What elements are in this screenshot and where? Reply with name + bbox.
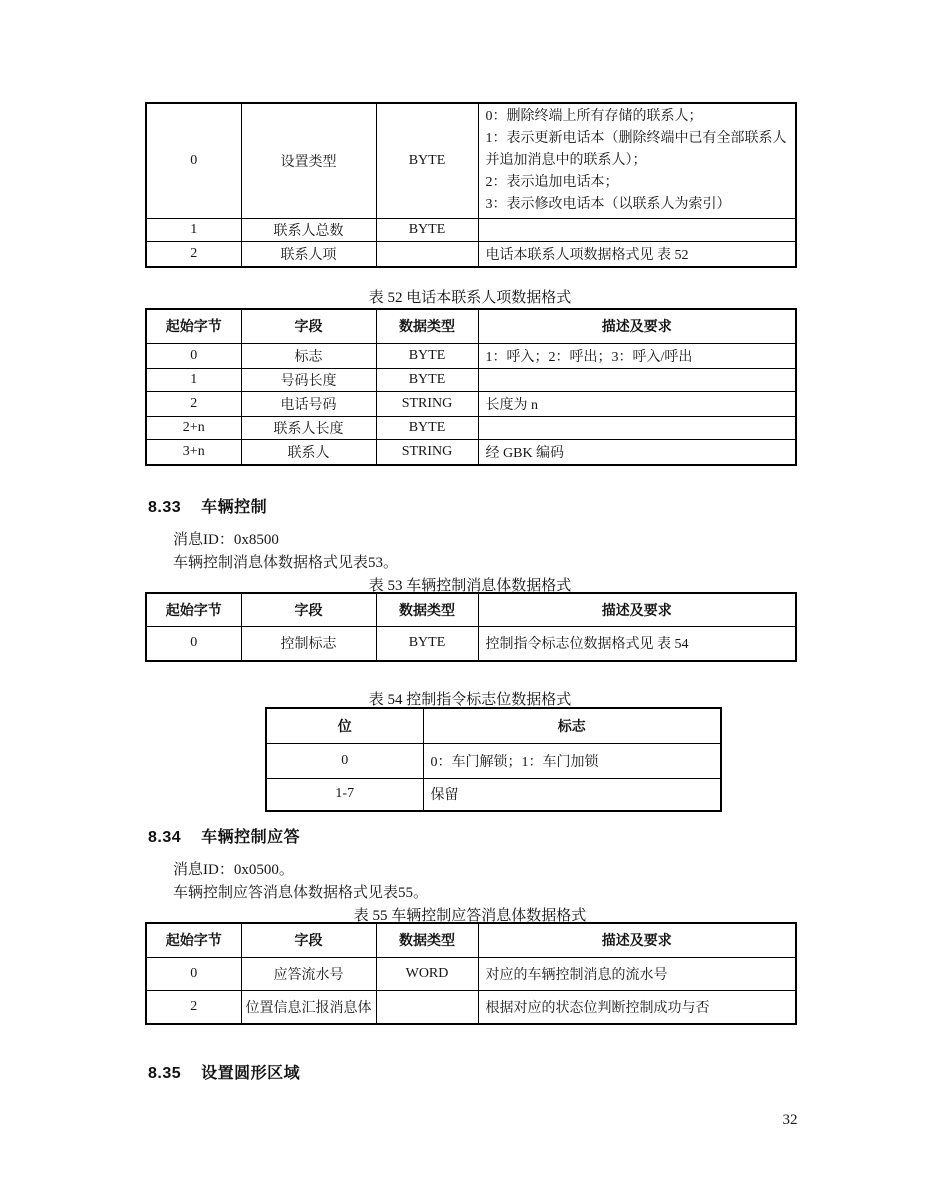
table-row xyxy=(146,343,796,368)
cell-description: 1：呼入；2：呼出；3：呼入/呼出 xyxy=(478,343,796,368)
description-line: 并追加消息中的联系人）； xyxy=(485,153,647,168)
section-title: 车辆控制 xyxy=(201,499,268,516)
cell-bit: 1-7 xyxy=(266,778,423,811)
section-heading-8-35 xyxy=(148,1060,300,1083)
table-header-row xyxy=(146,593,796,626)
table-row xyxy=(146,219,796,242)
cell-field: 联系人 xyxy=(241,439,376,465)
cell-data-type: BYTE xyxy=(376,416,478,439)
description-line: 3：表示修改电话本（以联系人为索引） xyxy=(485,197,731,212)
cell-field: 号码长度 xyxy=(241,368,376,391)
cell-start-byte: 0 xyxy=(146,957,241,990)
cell-start-byte: 2+n xyxy=(146,416,241,439)
cell-field: 应答流水号 xyxy=(241,957,376,990)
header-data-type: 数据类型 xyxy=(376,923,478,957)
header-description: 描述及要求 xyxy=(478,593,796,626)
cell-data-type: STRING xyxy=(376,439,478,465)
cell-start-byte: 1 xyxy=(146,368,241,391)
header-flag: 标志 xyxy=(423,708,721,743)
header-field: 字段 xyxy=(241,923,376,957)
table53-caption: 表 53 车辆控制消息体数据格式 xyxy=(368,578,572,594)
table-row xyxy=(146,103,796,219)
header-description: 描述及要求 xyxy=(478,923,796,957)
description-line: 2：表示追加电话本； xyxy=(485,175,619,190)
table52-phonebook-contact-item xyxy=(145,308,797,466)
table-header-row xyxy=(266,708,721,743)
section-number: 8.33 xyxy=(148,499,182,516)
table-row xyxy=(266,778,721,811)
description-line: 1：表示更新电话本（删除终端中已有全部联系人 xyxy=(485,131,787,146)
description-line: 0：删除终端上所有存储的联系人； xyxy=(485,109,703,124)
header-bit: 位 xyxy=(266,708,423,743)
cell-description: 对应的车辆控制消息的流水号 xyxy=(478,957,796,990)
header-start-byte: 起始字节 xyxy=(146,309,241,343)
header-data-type: 数据类型 xyxy=(376,593,478,626)
table-row xyxy=(146,368,796,391)
cell-field: 标志 xyxy=(241,343,376,368)
cell-field: 设置类型 xyxy=(241,103,376,219)
cell-description: 长度为 n xyxy=(478,391,796,416)
table-row xyxy=(146,990,796,1024)
header-description: 描述及要求 xyxy=(478,309,796,343)
table55-caption: 表 55 车辆控制应答消息体数据格式 xyxy=(353,908,587,924)
cell-data-type xyxy=(376,990,478,1024)
table-header-row xyxy=(146,309,796,343)
cell-field: 电话号码 xyxy=(241,391,376,416)
cell-start-byte: 0 xyxy=(146,343,241,368)
table-header-row xyxy=(146,923,796,957)
cell-description xyxy=(478,416,796,439)
header-start-byte: 起始字节 xyxy=(146,923,241,957)
cell-field: 联系人总数 xyxy=(241,219,376,242)
section-number: 8.35 xyxy=(148,1065,182,1082)
cell-flag: 0：车门解锁；1：车门加锁 xyxy=(423,743,721,778)
cell-data-type: BYTE xyxy=(376,368,478,391)
page-number: 32 xyxy=(782,1112,798,1128)
message-id-paragraph: 消息ID：0x0500。 xyxy=(173,862,294,878)
message-id-paragraph: 消息ID：0x8500 xyxy=(173,532,279,548)
table-row xyxy=(146,242,796,268)
cell-description: 电话本联系人项数据格式见 表 52 xyxy=(478,242,796,268)
cell-field: 联系人项 xyxy=(241,242,376,268)
cell-data-type: BYTE xyxy=(376,626,478,661)
table54-caption: 表 54 控制指令标志位数据格式 xyxy=(368,692,572,708)
header-data-type: 数据类型 xyxy=(376,309,478,343)
cell-start-byte: 3+n xyxy=(146,439,241,465)
section-heading-8-33 xyxy=(148,494,267,517)
cell-description: 根据对应的状态位判断控制成功与否 xyxy=(478,990,796,1024)
table-row xyxy=(266,743,721,778)
table-row xyxy=(146,416,796,439)
cell-field: 控制标志 xyxy=(241,626,376,661)
cell-start-byte: 2 xyxy=(146,242,241,268)
header-start-byte: 起始字节 xyxy=(146,593,241,626)
section-title: 车辆控制应答 xyxy=(201,829,301,846)
cell-data-type: BYTE xyxy=(376,219,478,242)
cell-start-byte: 1 xyxy=(146,219,241,242)
table-row xyxy=(146,439,796,465)
cell-description: 控制指令标志位数据格式见 表 54 xyxy=(478,626,796,661)
table-row xyxy=(146,626,796,661)
cell-description xyxy=(478,368,796,391)
cell-description xyxy=(478,103,796,219)
cell-field: 联系人长度 xyxy=(241,416,376,439)
section-number: 8.34 xyxy=(148,829,182,846)
table-row xyxy=(146,391,796,416)
table55-vehicle-control-response-body xyxy=(145,922,797,1025)
cell-start-byte: 0 xyxy=(146,103,241,219)
cell-data-type: WORD xyxy=(376,957,478,990)
header-field: 字段 xyxy=(241,309,376,343)
cell-start-byte: 0 xyxy=(146,626,241,661)
phonebook-set-table-continued xyxy=(145,102,797,268)
table54-control-flag-bits xyxy=(265,707,722,812)
cell-field: 位置信息汇报消息体 xyxy=(241,990,376,1024)
cell-data-type: BYTE xyxy=(376,343,478,368)
cell-bit: 0 xyxy=(266,743,423,778)
table53-vehicle-control-body xyxy=(145,592,797,662)
cell-data-type: BYTE xyxy=(376,103,478,219)
cell-description xyxy=(478,219,796,242)
header-field: 字段 xyxy=(241,593,376,626)
body-paragraph: 车辆控制消息体数据格式见表53。 xyxy=(173,555,399,571)
cell-flag: 保留 xyxy=(423,778,721,811)
section-heading-8-34 xyxy=(148,824,300,847)
cell-start-byte: 2 xyxy=(146,391,241,416)
cell-data-type: STRING xyxy=(376,391,478,416)
body-paragraph: 车辆控制应答消息体数据格式见表55。 xyxy=(173,885,429,901)
cell-description: 经 GBK 编码 xyxy=(478,439,796,465)
cell-start-byte: 2 xyxy=(146,990,241,1024)
section-title: 设置圆形区域 xyxy=(201,1065,301,1082)
cell-data-type xyxy=(376,242,478,268)
table-row xyxy=(146,957,796,990)
table52-caption: 表 52 电话本联系人项数据格式 xyxy=(368,290,572,306)
